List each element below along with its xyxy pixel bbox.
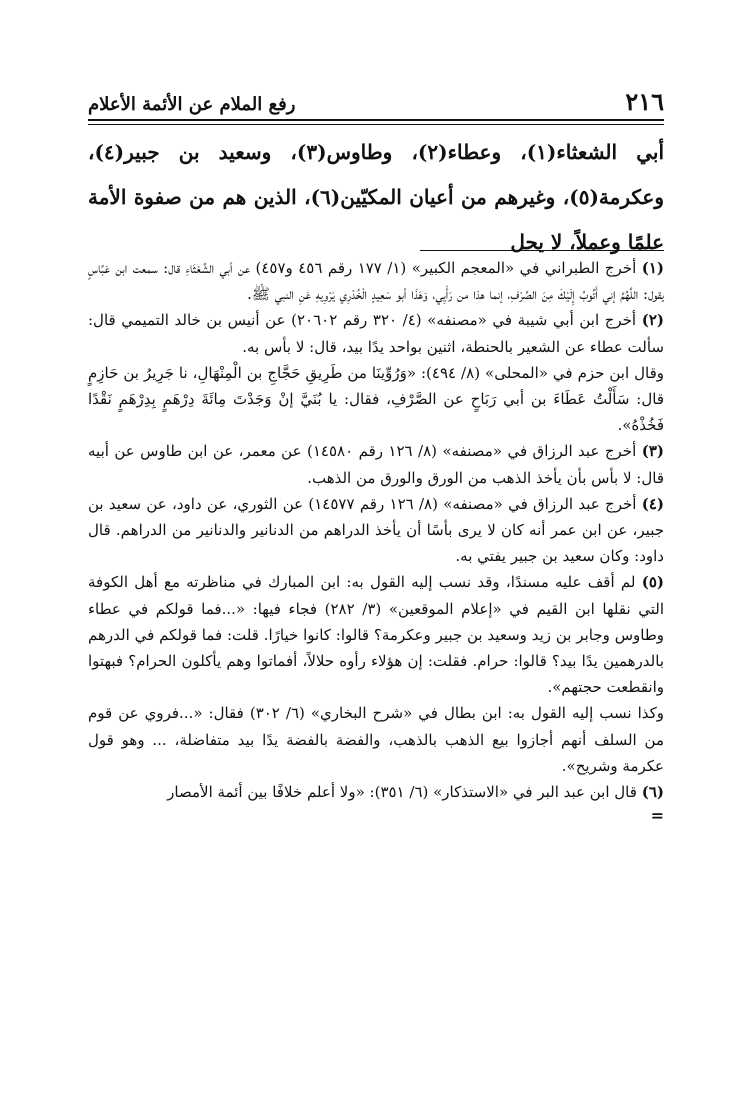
footnote-text: وكذا نسب إليه القول به: ابن بطال في «شرح البخاري» (٦/ ٣٠٢) فقال: «...فروي عن قوم من السلف أنهم أجازوا بيع الذهب بالذهب، والفضة بالفضة يدًا بيد متفاضلة، ... وهو قول عكرمة وشريح».	[88, 704, 665, 775]
footnote-2	[88, 307, 664, 359]
footnote-text: قال ابن عبد البر في «الاستذكار» (٦/ ٣٥١): «ولا أعلم خلافًا بين أئمة الأمصار	[167, 783, 637, 802]
header-rule-thin	[88, 124, 664, 125]
footnote-number: (١)	[641, 259, 664, 277]
page-number: ٢١٦	[625, 87, 664, 116]
footnote-separator	[420, 250, 664, 251]
footnote-text: أخرج عبد الرزاق في «مصنفه» (٨/ ١٢٦ رقم ١٤٥٧٧) عن الثوري، عن داود، عن سعيد بن جبير، عن ابن عمر أنه كان لا يرى بأسًا أن يأخذ الدراهم من الدنانير والدنانير من الدراهم. قال داود: وكان سعيد بن جبير يفتي به.	[88, 494, 664, 566]
footnote-number: (٣)	[641, 442, 664, 461]
footnote-number: (٦)	[641, 783, 664, 802]
running-title: رفع الملام عن الأئمة الأعلام	[88, 94, 296, 115]
continuation-mark: =	[650, 806, 664, 826]
footnote-text: أخرج عبد الرزاق في «مصنفه» (٨/ ١٢٦ رقم ١٤٥٨٠) عن معمر، عن ابن طاوس عن أبيه قال: لا بأس بأن يأخذ الذهب من الورق والورق من الذهب.	[88, 442, 664, 487]
main-text	[88, 130, 664, 265]
footnote-text: وقال ابن حزم في «المحلى» (٨/ ٤٩٤): «وَرُوِّينَا من طَرِيقِ حَجَّاجِ بن الْمِنْهَالِ، نا جَرِيرُ بن حَازِمٍ قال: سَأَلْتُ عَطَاءَ بن أبي رَبَاحٍ عن الصَّرْفِ، فقال: يا بُنَيَّ إنْ وَجَدْتَ مِائَةَ دِرْهَمٍ بِدِرْهَمٍ نَقْدًا فَخُذْهُ».	[88, 363, 665, 435]
footnote-text: أخرج ابن أبي شيبة في «مصنفه» (٤/ ٣٢٠ رقم ٢٠٦٠٢) عن أنيس بن خالد التميمي قال: سألت عطاء عن الشعير بالحنطة، اثنين بواحد يدًا بيد، قال: لا بأس به.	[88, 311, 664, 356]
footnote-5-continuation	[88, 700, 664, 779]
footnote-4	[88, 491, 664, 570]
footnote-text: لم أقف عليه مسندًا، وقد نسب إليه القول به: ابن المبارك في مناظرته مع أهل الكوفة التي نقلها ابن القيم في «إعلام الموقعين» (٣/ ٢٨٢) فجاء فيها: «...فما قولكم في عطاء وطاوس وجابر بن زيد وسعيد بن جبير وعكرمة؟ قالوا: كانوا خيارًا. قلت: فما قولكم في الدرهم بالدرهمين يدًا بيد؟ قالوا: حرام. فقلت: إن هؤلاء رأوه حلالاً، أفماتوا وهم يأكلون الحرام؟ فبهتوا وانقطعت حجتهم».	[88, 573, 665, 697]
header-rule-thick	[88, 119, 664, 121]
footnote-2-continuation	[88, 360, 664, 439]
page-header	[88, 84, 664, 114]
footnote-3	[88, 438, 664, 490]
footnote-5	[88, 569, 664, 700]
footnote-1	[88, 255, 664, 307]
main-paragraph: أبي الشعثاء(١)، وعطاء(٢)، وطاوس(٣)، وسعيد بن جبير(٤)، وعكرمة(٥)، وغيرهم من أعيان المكيّين(٦)، الذين هم من صفوة الأمة علمًا وعملاً، لا يحل	[88, 140, 665, 254]
footnotes	[88, 255, 664, 827]
footnote-text: أخرج الطبراني في «المعجم الكبير» (١/ ١٧٧ رقم ٤٥٦ و٤٥٧) عن أبي الشَّعْثَاءِ قال: سمعت ابن عَبَّاسٍ يقول: اللَّهُمَّ إني أَتُوبُ إِلَيْكَ مِنَ الصَّرْفِ، إنما هذا من رَأْيِي، وَهَذَا أبو سَعِيدٍ الْخُدْرِي يَرْوِيهِ عَنِ النبي ﷺ.	[88, 259, 664, 304]
footnote-number: (٤)	[641, 494, 665, 513]
footnote-number: (٢)	[641, 311, 664, 330]
footnote-6	[88, 779, 664, 805]
footnote-number: (٥)	[641, 573, 664, 592]
